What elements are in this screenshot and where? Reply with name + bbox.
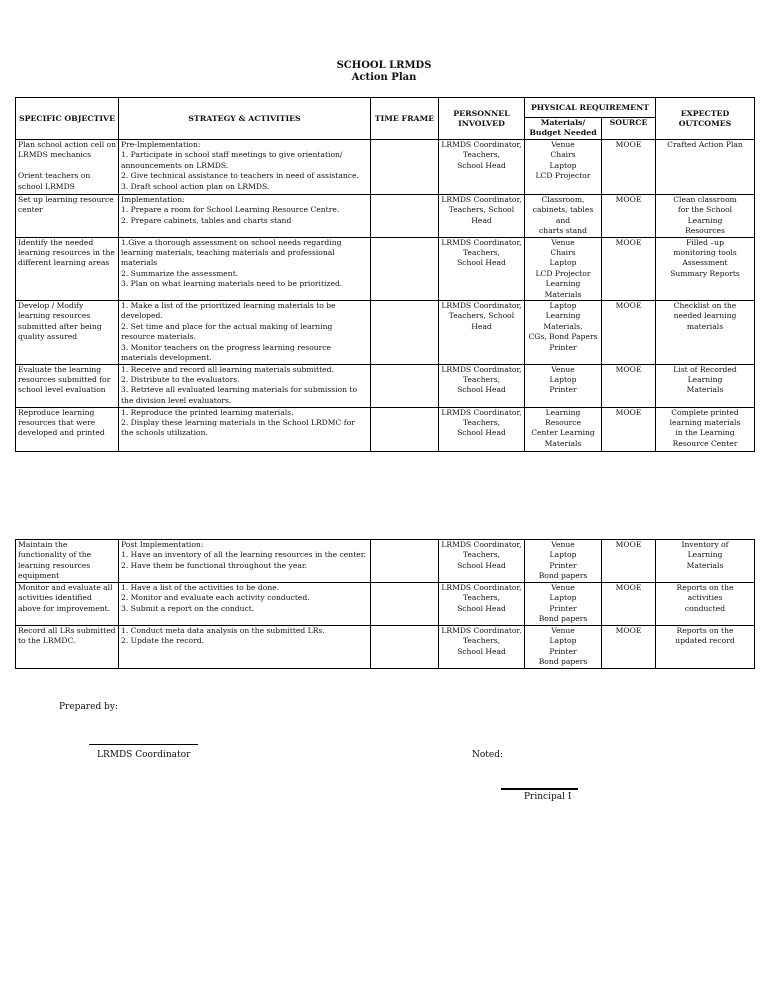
personnel-line: LRMDS Coordinator, bbox=[441, 301, 522, 311]
coordinator-title: LRMDS Coordinator bbox=[97, 750, 191, 760]
objective-cell bbox=[16, 195, 119, 238]
strategy-cell bbox=[119, 195, 371, 238]
materials-cell bbox=[525, 407, 602, 451]
personnel-line: Teachers, bbox=[462, 150, 501, 160]
objective-line: Evaluate the learning resources submitted for school level evaluation bbox=[18, 364, 111, 395]
time-frame-cell bbox=[371, 237, 439, 300]
personnel-line: LRMDS Coordinator, bbox=[441, 140, 522, 149]
outcomes-line: Assessment bbox=[682, 258, 728, 268]
materials-line: Venue bbox=[551, 364, 575, 374]
personnel-line: Teachers, bbox=[462, 636, 501, 646]
materials-line: Laptop bbox=[549, 593, 577, 603]
source-cell: MOOE bbox=[602, 237, 656, 300]
objective-line: Plan school action cell on LRMDS mechanics bbox=[18, 140, 117, 160]
principal-title: Principal I bbox=[524, 792, 572, 802]
outcomes-line: Crafted Action Plan bbox=[667, 140, 743, 149]
materials-cell bbox=[525, 195, 602, 238]
personnel-line: LRMDS Coordinator, bbox=[441, 407, 522, 417]
outcomes-cell bbox=[656, 583, 755, 626]
strategy-line: 3. Retrieve all evaluated learning materials for submission to the division level evaluators. bbox=[121, 385, 358, 405]
strategy-line: 2. Give technical assistance to teachers in need of assistance. bbox=[121, 171, 359, 181]
header-specific-objective: SPECIFIC OBJECTIVE bbox=[16, 98, 119, 140]
personnel-line: LRMDS Coordinator, bbox=[441, 626, 522, 635]
noted-label: Noted: bbox=[472, 750, 504, 760]
coordinator-signature-line bbox=[89, 744, 198, 745]
strategy-line: 2. Distribute to the evaluators. bbox=[121, 374, 240, 384]
materials-line: Laptop bbox=[549, 636, 577, 646]
personnel-cell bbox=[439, 140, 525, 195]
outcomes-line: Learning bbox=[687, 215, 723, 225]
materials-line: Materials bbox=[544, 438, 582, 448]
materials-line: Laptop bbox=[549, 160, 577, 170]
materials-line: Laptop bbox=[549, 258, 577, 268]
table-row bbox=[16, 626, 755, 669]
materials-line: Classroom, bbox=[541, 195, 585, 204]
strategy-line: 2. Have them be functional throughout the year. bbox=[121, 560, 308, 570]
header-source: SOURCE bbox=[602, 118, 656, 140]
personnel-cell bbox=[439, 301, 525, 364]
personnel-line: LRMDS Coordinator, bbox=[441, 583, 522, 592]
objective-line: Set up learning resource center bbox=[18, 195, 114, 215]
header-personnel-involved: PERSONNEL INVOLVED bbox=[439, 98, 525, 140]
materials-line: CGs, Bond Papers bbox=[528, 332, 598, 342]
materials-line: Printer bbox=[549, 646, 577, 656]
materials-line: Printer bbox=[549, 385, 577, 395]
strategy-line: 2. Monitor and evaluate each activity conducted. bbox=[121, 593, 310, 603]
outcomes-line: Materials bbox=[686, 560, 724, 570]
strategy-line: Pre-Implementation: bbox=[121, 140, 201, 149]
outcomes-line: Learning bbox=[687, 550, 723, 560]
materials-line: Venue bbox=[551, 626, 575, 635]
outcomes-line: for the School bbox=[677, 205, 733, 215]
strategy-line: 1. Participate in school staff meetings to give orientation/ announcements on LRMDS. bbox=[121, 150, 343, 170]
materials-line: LCD Projector bbox=[535, 268, 591, 278]
strategy-line: 1. Reproduce the printed learning materials. bbox=[121, 407, 294, 417]
materials-line: Learning Resource bbox=[545, 407, 581, 427]
strategy-cell bbox=[119, 301, 371, 364]
outcomes-line: updated record bbox=[675, 636, 735, 646]
materials-line: Bond papers bbox=[538, 657, 588, 667]
materials-cell bbox=[525, 140, 602, 195]
outcomes-line: Learning bbox=[687, 374, 723, 384]
materials-line: Learning Materials bbox=[544, 279, 582, 299]
time-frame-cell bbox=[371, 195, 439, 238]
materials-line: Laptop bbox=[549, 550, 577, 560]
outcomes-line: Reports on the bbox=[676, 583, 734, 592]
strategy-line: Post Implementation: bbox=[121, 540, 204, 549]
personnel-line: Teachers, bbox=[462, 248, 501, 258]
materials-line: Venue bbox=[551, 583, 575, 592]
materials-line: Printer bbox=[549, 560, 577, 570]
strategy-cell bbox=[119, 583, 371, 626]
outcomes-line: materials bbox=[686, 321, 724, 331]
source-cell: MOOE bbox=[602, 301, 656, 364]
time-frame-cell bbox=[371, 140, 439, 195]
outcomes-cell bbox=[656, 407, 755, 451]
materials-line: Laptop bbox=[549, 374, 577, 384]
objective-cell bbox=[16, 301, 119, 364]
objective-cell bbox=[16, 540, 119, 583]
strategy-line: 3. Submit a report on the conduct. bbox=[121, 603, 255, 613]
table-row bbox=[16, 540, 755, 583]
personnel-line: Head bbox=[471, 321, 492, 331]
outcomes-line: Summary Reports bbox=[670, 268, 740, 278]
outcomes-line: Resource Center bbox=[672, 438, 738, 448]
materials-line: Chairs bbox=[550, 248, 576, 258]
materials-line: Venue bbox=[551, 237, 575, 247]
personnel-line: School Head bbox=[457, 258, 506, 268]
materials-line: cabinets, tables and bbox=[532, 205, 594, 225]
header-expected-outcomes: EXPECTED OUTCOMES bbox=[656, 98, 755, 140]
personnel-cell bbox=[439, 583, 525, 626]
table-row bbox=[16, 583, 755, 626]
outcomes-line: Checklist on the bbox=[673, 301, 737, 311]
outcomes-line: conducted bbox=[684, 603, 726, 613]
outcomes-line: Materials bbox=[686, 385, 724, 395]
materials-line: Center Learning bbox=[531, 428, 595, 438]
objective-line: Maintain the functionality of the learning resources equipment bbox=[18, 540, 92, 581]
outcomes-cell bbox=[656, 237, 755, 300]
table-row bbox=[16, 364, 755, 407]
materials-line: Printer bbox=[549, 603, 577, 613]
objective-cell bbox=[16, 237, 119, 300]
objective-cell bbox=[16, 140, 119, 195]
outcomes-cell bbox=[656, 195, 755, 238]
materials-line: Bond papers bbox=[538, 571, 588, 581]
personnel-cell bbox=[439, 237, 525, 300]
outcomes-line: learning materials bbox=[669, 417, 741, 427]
personnel-line: Teachers, bbox=[462, 550, 501, 560]
strategy-line: 1. Prepare a room for School Learning Resource Centre. bbox=[121, 205, 340, 215]
materials-cell bbox=[525, 237, 602, 300]
source-cell: MOOE bbox=[602, 583, 656, 626]
time-frame-cell bbox=[371, 626, 439, 669]
plan-rows-part-2 bbox=[16, 540, 755, 669]
materials-cell bbox=[525, 540, 602, 583]
objective-cell bbox=[16, 583, 119, 626]
header-physical-requirement: PHYSICAL REQUIREMENT bbox=[525, 98, 656, 118]
objective-cell bbox=[16, 364, 119, 407]
outcomes-line: Clean classroom bbox=[673, 195, 737, 204]
personnel-line: Teachers, bbox=[462, 593, 501, 603]
personnel-line: Head bbox=[471, 215, 492, 225]
plan-rows-part-1 bbox=[16, 140, 755, 452]
materials-cell bbox=[525, 364, 602, 407]
strategy-line: 3. Draft school action plan on LRMDS. bbox=[121, 181, 270, 191]
personnel-line: Teachers, bbox=[462, 374, 501, 384]
outcomes-line: Filled –up bbox=[686, 237, 724, 247]
objective-line: Orient teachers on school LRMDS bbox=[18, 171, 91, 191]
header-materials-budget: Materials/ Budget Needed bbox=[525, 118, 602, 140]
prepared-by-label: Prepared by: bbox=[59, 702, 118, 712]
document-subtitle: Action Plan bbox=[351, 72, 417, 83]
strategy-line: 3. Plan on what learning materials need to be prioritized. bbox=[121, 279, 343, 289]
materials-line: LCD Projector bbox=[535, 171, 591, 181]
materials-line: Bond papers bbox=[538, 614, 588, 624]
personnel-line: LRMDS Coordinator, bbox=[441, 364, 522, 374]
time-frame-cell bbox=[371, 540, 439, 583]
time-frame-cell bbox=[371, 407, 439, 451]
time-frame-cell bbox=[371, 301, 439, 364]
outcomes-line: Reports on the bbox=[676, 626, 734, 635]
action-plan-table bbox=[15, 97, 755, 452]
time-frame-cell bbox=[371, 364, 439, 407]
strategy-line: 2. Prepare cabinets, tables and charts stand bbox=[121, 215, 292, 225]
outcomes-cell bbox=[656, 301, 755, 364]
personnel-line: School Head bbox=[457, 646, 506, 656]
strategy-line: 1. Receive and record all learning materials submitted. bbox=[121, 364, 334, 374]
outcomes-cell bbox=[656, 626, 755, 669]
materials-line: Laptop bbox=[549, 301, 577, 311]
table-row bbox=[16, 195, 755, 238]
personnel-line: School Head bbox=[457, 603, 506, 613]
source-cell: MOOE bbox=[602, 195, 656, 238]
outcomes-line: in the Learning bbox=[675, 428, 735, 438]
outcomes-line: Complete printed bbox=[671, 407, 739, 417]
objective-line: Record all LRs submitted to the LRMDC. bbox=[18, 626, 116, 646]
personnel-cell bbox=[439, 364, 525, 407]
objective-line: Monitor and evaluate all activities identified above for improvement. bbox=[18, 583, 113, 613]
outcomes-cell bbox=[656, 140, 755, 195]
personnel-line: LRMDS Coordinator, bbox=[441, 237, 522, 247]
materials-line: charts stand bbox=[539, 226, 587, 236]
strategy-line: 2. Display these learning materials in the School LRDMC for the schools utilization. bbox=[121, 417, 355, 438]
strategy-cell bbox=[119, 540, 371, 583]
materials-cell bbox=[525, 583, 602, 626]
table-row bbox=[16, 140, 755, 195]
header-strategy-activities: STRATEGY & ACTIVITIES bbox=[119, 98, 371, 140]
principal-signature-line bbox=[501, 788, 578, 790]
personnel-line: School Head bbox=[457, 560, 506, 570]
outcomes-line: Resources bbox=[685, 226, 725, 236]
table-row bbox=[16, 407, 755, 451]
strategy-line: 2. Summarize the assessment. bbox=[121, 268, 239, 278]
strategy-cell bbox=[119, 364, 371, 407]
outcomes-cell bbox=[656, 540, 755, 583]
strategy-line: 3. Monitor teachers on the progress learning resource materials development. bbox=[121, 342, 332, 363]
personnel-line: Teachers, bbox=[462, 417, 501, 427]
personnel-line: Teachers, School bbox=[448, 205, 515, 215]
personnel-cell bbox=[439, 626, 525, 669]
personnel-cell bbox=[439, 407, 525, 451]
source-cell: MOOE bbox=[602, 364, 656, 407]
objective-line: Develop / Modify learning resources submitted after being quality assured bbox=[18, 301, 102, 342]
personnel-line: School Head bbox=[457, 385, 506, 395]
personnel-line: Teachers, School bbox=[448, 311, 515, 321]
strategy-line: 2. Set time and place for the actual making of learning resource materials. bbox=[121, 321, 333, 342]
strategy-line: 1. Make a list of the prioritized learning materials to be developed. bbox=[121, 301, 336, 321]
source-cell: MOOE bbox=[602, 626, 656, 669]
materials-line: Venue bbox=[551, 140, 575, 149]
outcomes-line: List of Recorded bbox=[673, 364, 737, 374]
objective-cell bbox=[16, 407, 119, 451]
personnel-cell bbox=[439, 540, 525, 583]
objective-line bbox=[18, 161, 116, 171]
header-time-frame: TIME FRAME bbox=[371, 98, 439, 140]
objective-line: Reproduce learning resources that were developed and printed bbox=[18, 407, 105, 438]
outcomes-cell bbox=[656, 364, 755, 407]
strategy-cell bbox=[119, 407, 371, 451]
materials-cell bbox=[525, 301, 602, 364]
time-frame-cell bbox=[371, 583, 439, 626]
strategy-cell bbox=[119, 237, 371, 300]
materials-line: Chairs bbox=[550, 150, 576, 160]
outcomes-line: monitoring tools bbox=[673, 248, 737, 258]
personnel-line: LRMDS Coordinator, bbox=[441, 540, 522, 549]
outcomes-line: Inventory of bbox=[681, 540, 729, 549]
strategy-line: 1. Conduct meta data analysis on the submitted LRs. bbox=[121, 626, 325, 635]
materials-line: Printer bbox=[549, 342, 577, 352]
materials-line: Learning Materials, bbox=[543, 311, 583, 331]
objective-line: Identify the needed learning resources in the different learning areas bbox=[18, 237, 115, 268]
source-cell: MOOE bbox=[602, 140, 656, 195]
source-cell: MOOE bbox=[602, 540, 656, 583]
strategy-line: 2. Update the record. bbox=[121, 636, 204, 646]
table-row bbox=[16, 237, 755, 300]
strategy-line: 1. Have an inventory of all the learning resources in the center. bbox=[121, 550, 366, 560]
personnel-line: School Head bbox=[457, 160, 506, 170]
action-plan-table-continued bbox=[15, 539, 755, 669]
strategy-cell bbox=[119, 626, 371, 669]
outcomes-line: needed learning bbox=[673, 311, 737, 321]
personnel-cell bbox=[439, 195, 525, 238]
document-title: SCHOOL LRMDS bbox=[336, 60, 432, 71]
objective-cell bbox=[16, 626, 119, 669]
materials-cell bbox=[525, 626, 602, 669]
materials-line: Venue bbox=[551, 540, 575, 549]
strategy-line: 1.Give a thorough assessment on school needs regarding learning materials, teaching materials and professional materials bbox=[121, 237, 342, 268]
outcomes-line: activities bbox=[687, 593, 723, 603]
table-row bbox=[16, 301, 755, 364]
personnel-line: LRMDS Coordinator, bbox=[441, 195, 522, 204]
strategy-line: Implementation: bbox=[121, 195, 185, 204]
strategy-cell bbox=[119, 140, 371, 195]
source-cell: MOOE bbox=[602, 407, 656, 451]
personnel-line: School Head bbox=[457, 428, 506, 438]
strategy-line: 1. Have a list of the activities to be done. bbox=[121, 583, 280, 592]
